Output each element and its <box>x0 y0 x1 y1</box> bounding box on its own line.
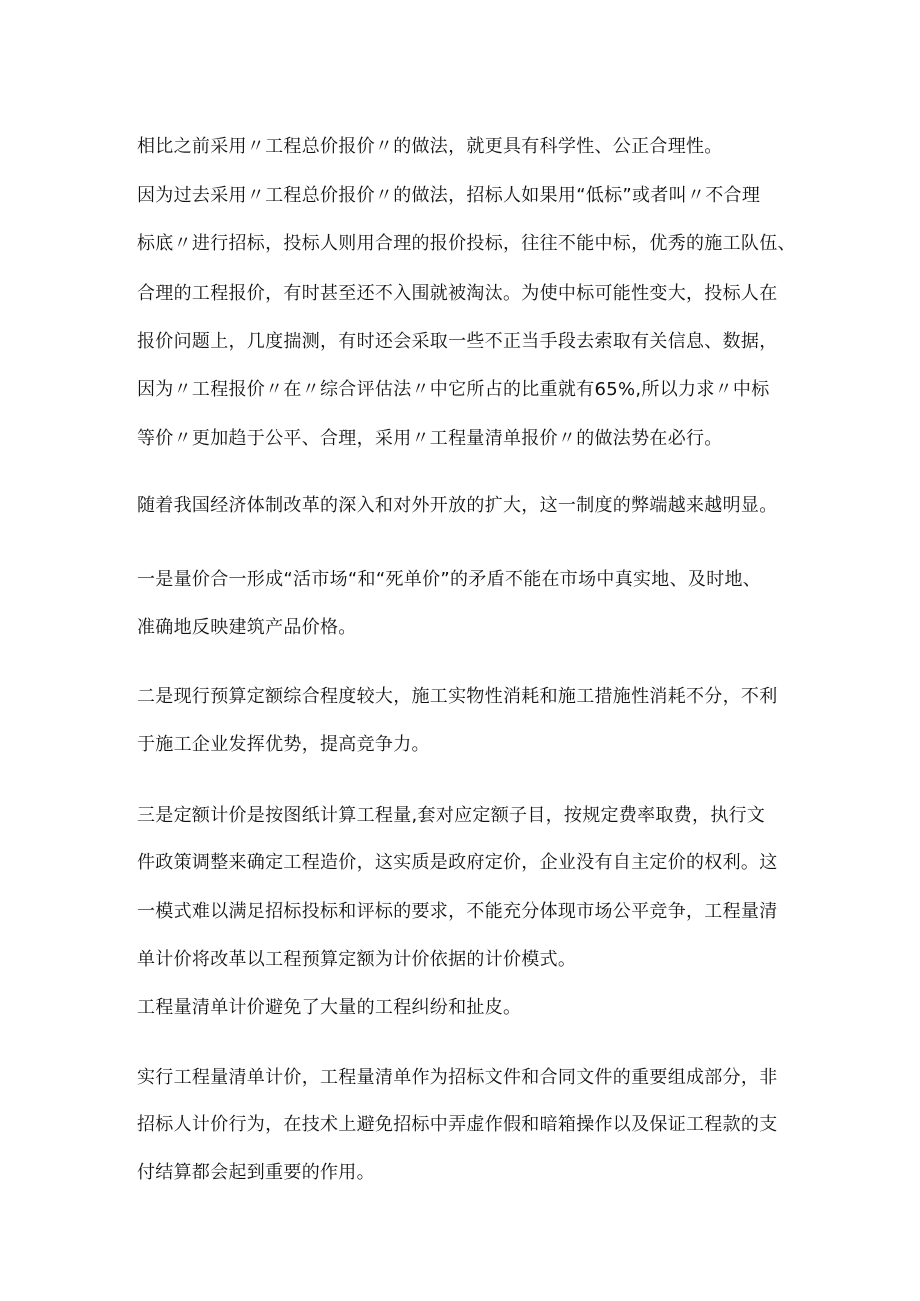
paragraph-line: 一模式难以满足招标投标和评标的要求，不能充分体现市场公平竞争，工程量清 <box>137 901 778 922</box>
paragraph-line: 付结算都会起到重要的作用。 <box>137 1162 375 1183</box>
paragraph-line: 因为过去采用〃工程总价报价〃的做法，招标人如果用“低标”或者叫〃不合理 <box>137 185 761 206</box>
paragraph-line: 合理的工程报价，有时甚至还不入围就被淘汰。为使中标可能性变大，投标人在 <box>137 283 778 304</box>
paragraph-line: 等价〃更加趋于公平、合理，采用〃工程量清单报价〃的做法势在必行。 <box>137 428 723 449</box>
paragraph-line: 三是定额计价是按图纸计算工程量,套对应定额子目，按规定费率取费，执行文 <box>137 805 766 826</box>
paragraph-line: 于施工企业发挥优势，提高竞争力。 <box>137 734 430 755</box>
paragraph-line: 二是现行预算定额综合程度较大，施工实物性消耗和施工措施性消耗不分，不利 <box>137 686 778 707</box>
paragraph-line: 招标人计价行为，在技术上避免招标中弄虚作假和暗箱操作以及保证工程款的支 <box>137 1114 778 1135</box>
paragraph-line: 相比之前采用〃工程总价报价〃的做法，就更具有科学性、公正合理性。 <box>137 136 723 157</box>
paragraph-line: 准确地反映建筑产品价格。 <box>137 617 357 638</box>
paragraph-line: 标底〃进行招标，投标人则用合理的报价投标，往往不能中标，优秀的施工队伍、 <box>137 233 796 254</box>
paragraph-line: 件政策调整来确定工程造价，这实质是政府定价，企业没有自主定价的权利。这 <box>137 852 778 873</box>
paragraph-line: 工程量清单计价避免了大量的工程纠纷和扯皮。 <box>137 997 522 1018</box>
paragraph-line: 因为〃工程报价〃在〃综合评估法〃中它所占的比重就有65%,所以力求〃中标 <box>137 379 770 400</box>
paragraph-line: 实行工程量清单计价，工程量清单作为招标文件和合同文件的重要组成部分，非 <box>137 1067 778 1088</box>
paragraph-line: 单计价将改革以工程预算定额为计价依据的计价模式。 <box>137 949 577 970</box>
paragraph-line: 随着我国经济体制改革的深入和对外开放的扩大，这一制度的弊端越来越明显。 <box>137 495 778 516</box>
paragraph-line: 一是量价合一形成“活市场“和“死单价”的矛盾不能在市场中真实地、及时地、 <box>137 569 762 590</box>
paragraph-line: 报价问题上，几度揣测，有时还会采取一些不正当手段去索取有关信息、数据， <box>137 331 778 352</box>
